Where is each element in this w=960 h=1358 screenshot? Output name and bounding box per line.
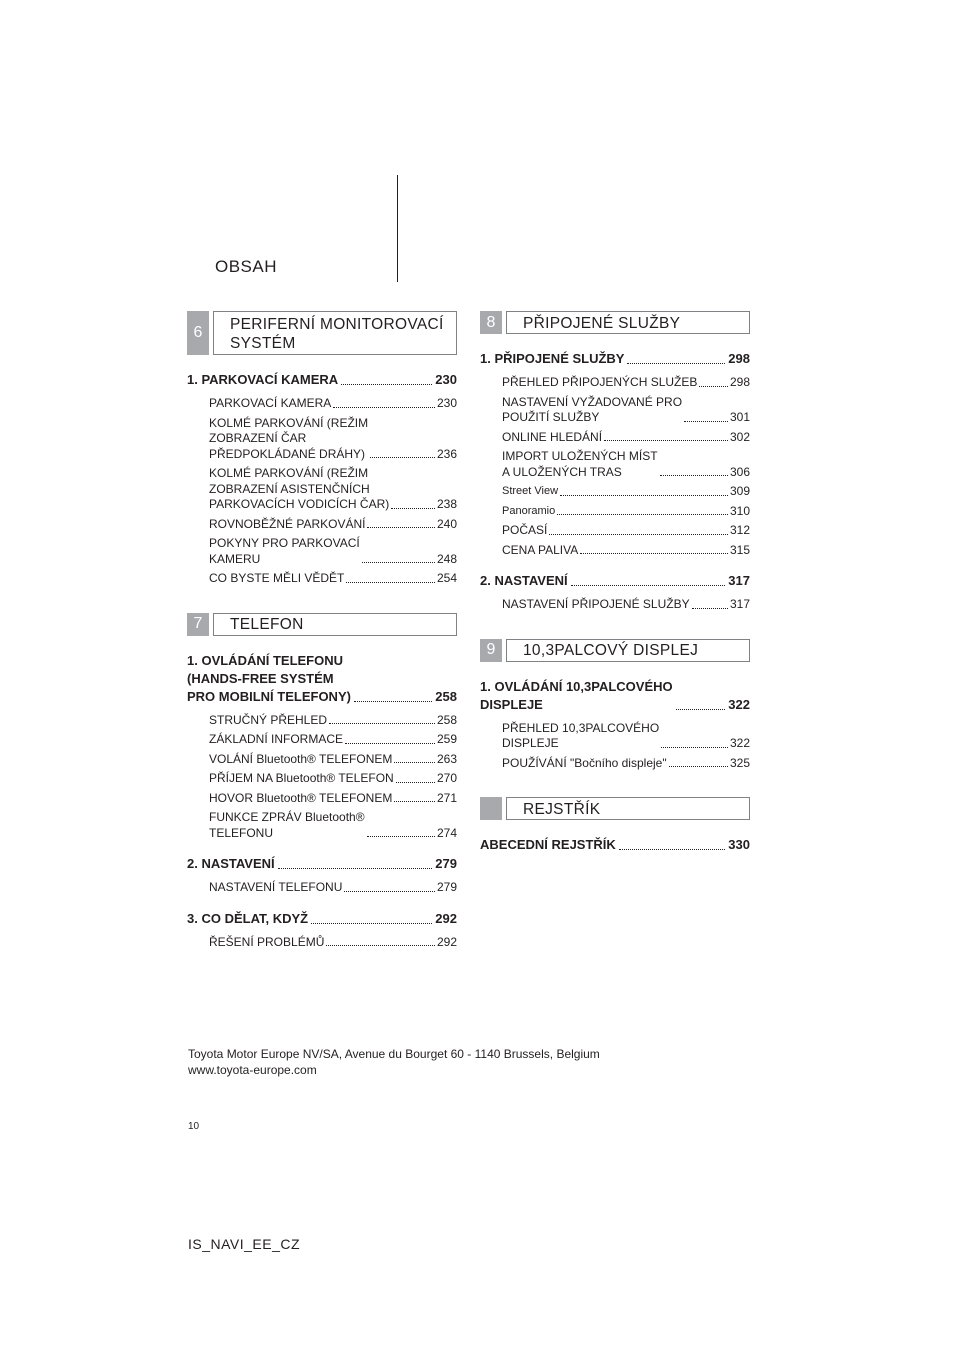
toc-entry[interactable] — [209, 791, 457, 807]
section-header-7 — [187, 613, 457, 636]
dot-leader — [329, 723, 435, 724]
dot-leader — [311, 923, 432, 924]
entry-title: KOLMÉ PARKOVÁNÍ (REŽIM ZOBRAZENÍ ČAR PŘEDPOKLÁDANÉ DRÁHY) — [209, 415, 369, 461]
page-ref: 263 — [436, 751, 457, 766]
entry-title: POČASÍ — [502, 523, 548, 537]
dot-leader — [557, 514, 728, 515]
toc-entry[interactable] — [502, 484, 750, 500]
section-number: 8 — [480, 311, 502, 334]
entry-title: PŘEHLED PŘIPOJENÝCH SLUŽEB — [502, 375, 698, 389]
page-ref: 259 — [436, 732, 457, 746]
page-ref: 279 — [436, 880, 457, 894]
dot-leader — [661, 747, 728, 748]
dot-leader — [354, 701, 432, 702]
page-ref: 298 — [728, 351, 750, 366]
page-ref: 292 — [435, 910, 457, 926]
entry-title: PŘÍJEM NA Bluetooth® TELEFON — [209, 771, 394, 785]
toc-column-right — [480, 311, 750, 861]
dot-leader — [341, 384, 432, 385]
dot-leader — [394, 801, 435, 802]
publisher-url: www.toyota-europe.com — [188, 1063, 317, 1077]
page-ref: 254 — [436, 571, 457, 585]
toc-entry[interactable] — [209, 732, 457, 748]
dot-leader — [684, 421, 728, 422]
toc-chapter[interactable] — [480, 572, 750, 590]
chapter-title: 2. NASTAVENÍ — [480, 573, 568, 588]
page-ref: 317 — [729, 597, 750, 611]
dot-leader — [345, 743, 435, 744]
dot-leader — [560, 495, 728, 496]
dot-leader — [367, 527, 434, 528]
section-title: PERIFERNÍ MONITOROVACÍ SYSTÉM — [213, 311, 457, 355]
entry-title: NASTAVENÍ TELEFONU — [209, 880, 343, 894]
chapter-title: 1. OVLÁDÁNÍ 10,3PALCOVÉHO DISPLEJE — [480, 678, 673, 712]
toc-chapter[interactable] — [187, 652, 457, 706]
toc-chapter[interactable] — [187, 910, 457, 928]
toc-entry[interactable] — [209, 517, 457, 533]
toc-entry[interactable] — [502, 543, 750, 559]
toc-chapter[interactable] — [480, 350, 750, 368]
toc-chapter[interactable] — [480, 678, 750, 714]
dot-leader — [699, 386, 728, 387]
page-title: OBSAH — [215, 257, 278, 276]
section-number — [480, 797, 502, 820]
toc-entry[interactable] — [209, 466, 457, 513]
page-ref: 248 — [436, 551, 457, 566]
entry-title: STRUČNÝ PŘEHLED — [209, 712, 328, 727]
page-ref: 230 — [436, 396, 457, 410]
chapter-title: 3. CO DĚLAT, KDYŽ — [187, 910, 309, 926]
entry-title: KOLMÉ PARKOVÁNÍ (REŽIM ZOBRAZENÍ ASISTENČNÍCH PARKOVACÍCH VODICÍCH ČAR) — [209, 466, 390, 511]
toc-column-left — [187, 311, 457, 954]
section-header-6 — [187, 311, 457, 355]
dot-leader — [391, 508, 435, 509]
section-title: TELEFON — [213, 613, 457, 636]
entry-title: NASTAVENÍ VYŽADOVANÉ PRO POUŽITÍ SLUŽBY — [502, 394, 683, 424]
dot-leader — [346, 582, 435, 583]
entry-title: ŘEŠENÍ PROBLÉMŮ — [209, 934, 325, 949]
page-ref: 292 — [436, 934, 457, 949]
entry-title: PARKOVACÍ KAMERA — [209, 396, 332, 410]
section-header-8 — [480, 311, 750, 334]
dot-leader — [394, 762, 435, 763]
entry-title: POKYNY PRO PARKOVACÍ KAMERU — [209, 536, 360, 566]
chapter-title: 2. NASTAVENÍ — [187, 856, 275, 871]
header-divider — [397, 175, 398, 282]
dot-leader — [692, 608, 728, 609]
entry-title: ONLINE HLEDÁNÍ — [502, 429, 603, 444]
toc-entry[interactable] — [209, 935, 457, 951]
page-ref: 325 — [729, 755, 750, 770]
entry-title: Street View — [502, 485, 559, 497]
section-number: 7 — [187, 613, 209, 636]
toc-entry[interactable] — [209, 416, 457, 463]
chapter-title: 1. PARKOVACÍ KAMERA — [187, 372, 339, 387]
entry-title: POUŽÍVÁNÍ "Bočního displeje" — [502, 755, 667, 770]
toc-entry[interactable] — [209, 752, 457, 768]
toc-entry[interactable] — [209, 536, 457, 567]
dot-leader — [362, 562, 435, 563]
toc-entry[interactable] — [209, 810, 457, 841]
page-ref: 301 — [729, 410, 750, 424]
section-header-index — [480, 797, 750, 820]
page-ref: 315 — [729, 542, 750, 557]
page-ref: 306 — [729, 464, 750, 479]
dot-leader — [326, 945, 435, 946]
entry-title: NASTAVENÍ PŘIPOJENÉ SLUŽBY — [502, 597, 690, 611]
page-ref: 240 — [436, 516, 457, 531]
document-code: IS_NAVI_EE_CZ — [188, 1236, 301, 1252]
toc-entry[interactable] — [502, 523, 750, 539]
section-title: REJSTŘÍK — [506, 797, 750, 820]
toc-entry[interactable] — [502, 756, 750, 772]
toc-chapter[interactable] — [187, 855, 457, 873]
toc-entry[interactable] — [502, 395, 750, 426]
entry-title: PŘEHLED 10,3PALCOVÉHO DISPLEJE — [502, 720, 660, 750]
toc-entry[interactable] — [209, 396, 457, 412]
chapter-title: 1. OVLÁDÁNÍ TELEFONU (HANDS-FREE SYSTÉM PRO MOBILNÍ TELEFONY) — [187, 652, 351, 704]
page-ref: 309 — [729, 484, 750, 498]
dot-leader — [676, 709, 726, 710]
page-ref: 330 — [728, 837, 750, 852]
toc-entry[interactable] — [209, 880, 457, 896]
entry-title: VOLÁNÍ Bluetooth® TELEFONEM — [209, 751, 393, 766]
page-ref: 322 — [729, 736, 750, 750]
page-ref: 310 — [729, 503, 750, 518]
chapter-title: ABECEDNÍ REJSTŘÍK — [480, 837, 616, 852]
toc-entry[interactable] — [209, 571, 457, 587]
dot-leader — [396, 782, 435, 783]
section-number: 6 — [187, 311, 209, 355]
dot-leader — [367, 836, 435, 837]
page-ref: 270 — [436, 771, 457, 785]
page-ref: 236 — [436, 446, 457, 461]
dot-leader — [604, 440, 728, 441]
toc-entry[interactable] — [502, 449, 750, 480]
page-ref: 298 — [729, 375, 750, 389]
entry-title: Panoramio — [502, 504, 556, 517]
dot-leader — [333, 407, 435, 408]
dot-leader — [669, 766, 728, 767]
publisher-address: Toyota Motor Europe NV/SA, Avenue du Bourget 60 - 1140 Brussels, Belgium — [188, 1047, 600, 1061]
toc-entry[interactable] — [502, 504, 750, 520]
dot-leader — [370, 457, 435, 458]
toc-entry[interactable] — [502, 597, 750, 613]
entry-title: CENA PALIVA — [502, 542, 579, 557]
page-ref: 317 — [728, 573, 750, 588]
page-ref: 322 — [728, 696, 750, 712]
section-number: 9 — [480, 639, 502, 662]
page-number: 10 — [188, 1121, 200, 1132]
page-ref: 312 — [729, 523, 750, 537]
section-title: 10,3PALCOVÝ DISPLEJ — [506, 639, 750, 662]
dot-leader — [627, 363, 725, 364]
dot-leader — [571, 585, 726, 586]
entry-title: HOVOR Bluetooth® TELEFONEM — [209, 790, 393, 805]
toc-entry[interactable] — [502, 721, 750, 752]
dot-leader — [619, 849, 726, 850]
entry-title: ROVNOBĚŽNÉ PARKOVÁNÍ — [209, 516, 366, 531]
page-ref: 302 — [729, 429, 750, 444]
page-ref: 274 — [436, 825, 457, 840]
toc-chapter[interactable] — [480, 836, 750, 854]
toc-entry[interactable] — [502, 375, 750, 391]
page-ref: 230 — [435, 372, 457, 387]
page-ref: 258 — [436, 712, 457, 727]
dot-leader — [278, 868, 433, 869]
page-ref: 258 — [435, 688, 457, 704]
page-ref: 271 — [436, 790, 457, 805]
entry-title: IMPORT ULOŽENÝCH MÍST A ULOŽENÝCH TRAS — [502, 449, 658, 479]
toc-chapter[interactable] — [187, 371, 457, 389]
entry-title: ZÁKLADNÍ INFORMACE — [209, 732, 344, 746]
toc-entry[interactable] — [209, 771, 457, 787]
entry-title: FUNKCE ZPRÁV Bluetooth® TELEFONU — [209, 810, 365, 840]
toc-entry[interactable] — [502, 430, 750, 446]
dot-leader — [344, 891, 435, 892]
section-title: PŘIPOJENÉ SLUŽBY — [506, 311, 750, 334]
dot-leader — [580, 553, 728, 554]
page-ref: 238 — [436, 497, 457, 511]
dot-leader — [549, 534, 728, 535]
dot-leader — [660, 475, 728, 476]
entry-title: CO BYSTE MĚLI VĚDĚT — [209, 571, 345, 585]
page-ref: 279 — [435, 856, 457, 871]
toc-entry[interactable] — [209, 713, 457, 729]
section-header-9 — [480, 639, 750, 662]
chapter-title: 1. PŘIPOJENÉ SLUŽBY — [480, 351, 625, 366]
